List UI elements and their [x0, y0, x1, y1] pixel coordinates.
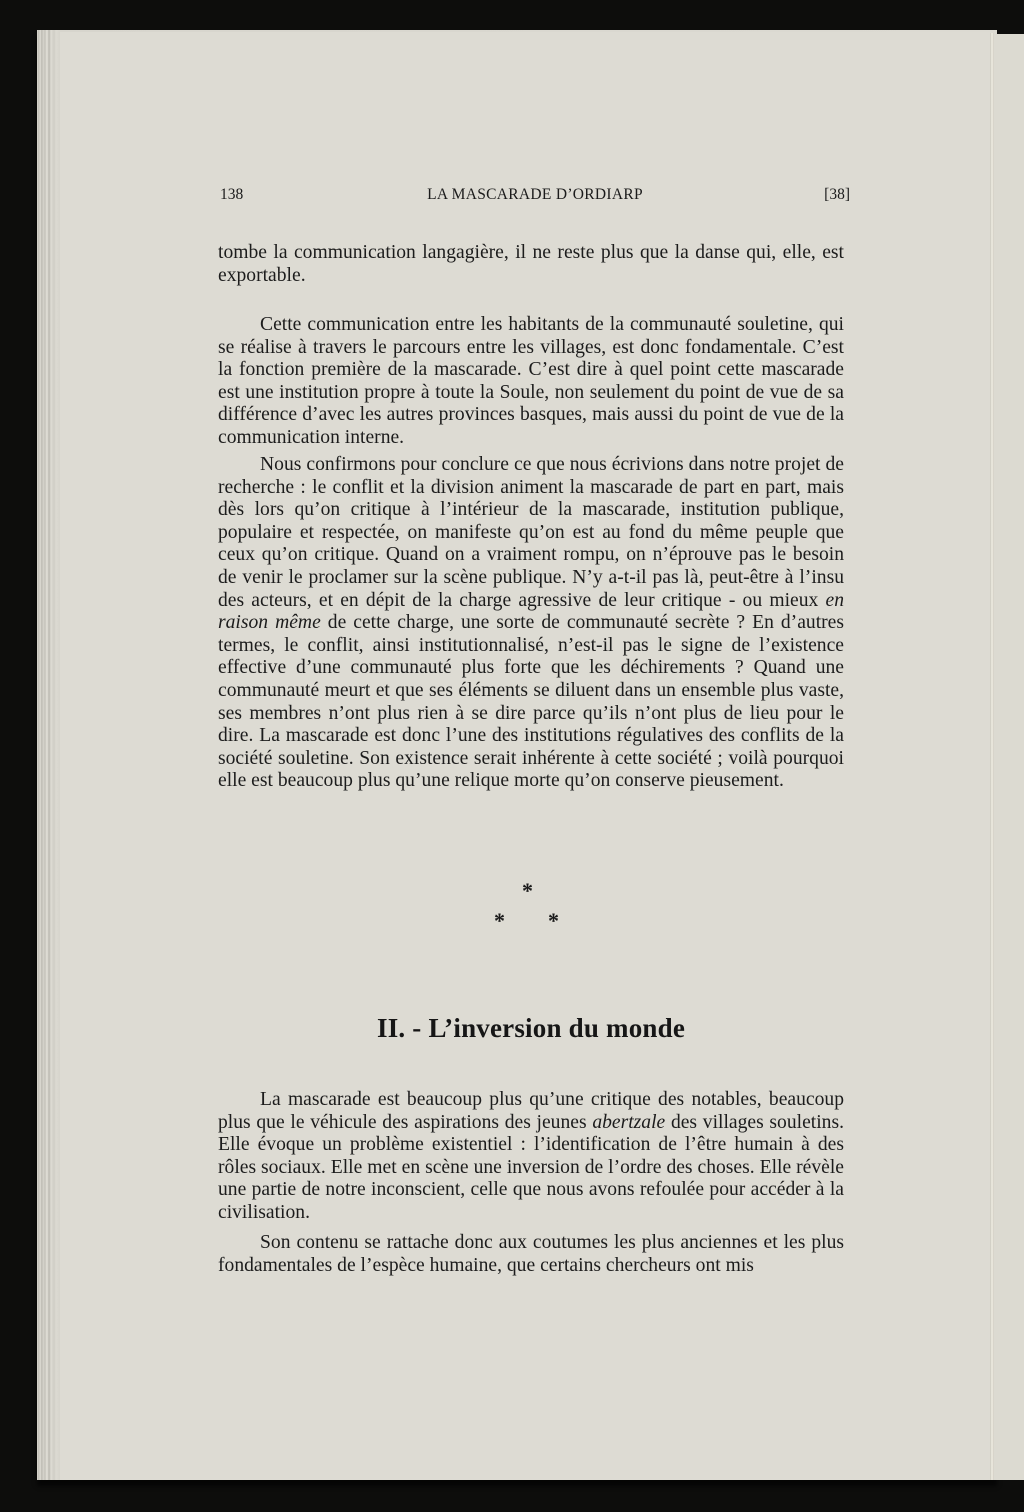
asterisk-icon: *: [494, 908, 505, 933]
paragraph-text: [218, 1089, 844, 1225]
section-separator: [480, 878, 580, 938]
running-title: LA MASCARADE D’ORDIARP: [427, 186, 643, 203]
asterisk-icon: *: [522, 878, 533, 903]
paragraph-text: [218, 454, 844, 793]
paragraph-text: tombe la communication langagière, il ne reste plus que la danse qui, elle, est exportable.: [218, 242, 844, 286]
running-head: [220, 186, 850, 208]
facing-page: [994, 34, 1024, 1480]
paragraph: [218, 1232, 844, 1277]
page-number: 138: [220, 186, 244, 203]
text-run: des villages souletins. Elle évoque un problème existentiel : l’identification de l’être humain à des rôles sociaux. Elle met en scène une inversion de l’ordre des choses. Elle révèle une partie de notre inconscient, celle que nous avons refoulée pour accéder à la civilisation.: [218, 1111, 844, 1223]
paragraph-continued: [218, 242, 844, 287]
section-heading: II. - L’inversion du monde: [376, 1013, 686, 1043]
italic-phrase: en raison même: [218, 589, 844, 634]
text-run: Nous confirmons pour conclure ce que nous écrivions dans notre projet de recherche : le conflit et la division animent la mascarade de part en part, mais dès lors qu’on critique à l’intérieur de la mascarade, institution publique, populaire et respectée, on manifeste qu’on est au fond du même peuple que ceux qu’on critique. Quand on a vraiment rompu, on n’éprouve pas le besoin de venir le proclamer sur la scène publique. N’y a-t-il pas là, peut-être à l’insu des acteurs, et en dépit de la charge agressive de leur critique - ou mieux: [218, 454, 844, 611]
text-run: La mascarade est beaucoup plus qu’une critique des notables, beaucoup plus que le véhicule des aspirations des jeunes: [218, 1089, 844, 1133]
text-run: de cette charge, une sorte de communauté secrète ? En d’autres termes, le conflit, ainsi institutionnalisé, n’est-il pas le signe de l’existence effective d’une communauté plus forte que les déchirements ? Quand une communauté meurt et que ses éléments se diluent dans un ensemble plus vaste, ses membres n’ont plus rien à se dire parce qu’ils n’ont plus de lieu pour le dire. La mascarade est donc l’une des institutions régulatives des conflits de la société souletine. Son existence serait inhérente à cette société ; voilà pourquoi elle est beaucoup plus qu’une relique morte qu’on conserve pieusement.: [218, 612, 844, 792]
bracketed-page-number: [38]: [824, 186, 850, 203]
paragraph-text: Son contenu se rattache donc aux coutumes les plus anciennes et les plus fondamentales de l’espèce humaine, que certains chercheurs ont mis: [218, 1232, 844, 1276]
paragraph: [218, 454, 844, 793]
paragraph: [218, 1089, 844, 1225]
paragraph-text: Cette communication entre les habitants de la communauté souletine, qui se réalise à travers le parcours entre les villages, est donc fondamentale. C’est la fonction première de la mascarade. C’est dire à quel point cette mascarade est une institution propre à toute la Soule, non seulement du point de vue de sa différence d’avec les autres provinces basques, mais aussi du point de vue de la communication interne.: [218, 314, 844, 448]
italic-word: abertzale: [592, 1111, 666, 1133]
paragraph: [218, 314, 844, 450]
asterisk-icon: *: [548, 908, 559, 933]
